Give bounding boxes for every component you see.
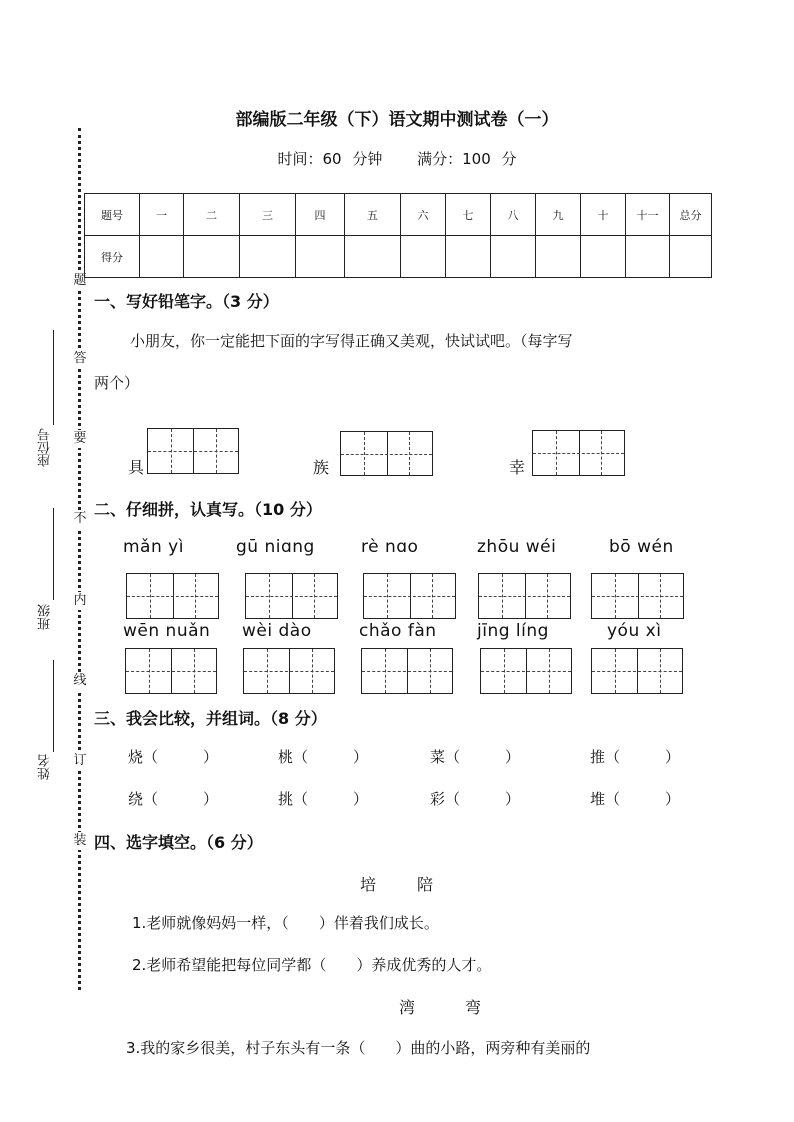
char-option: 培 (360, 875, 377, 894)
table-header-cell: 九 (536, 194, 581, 236)
score-cell[interactable] (184, 236, 240, 278)
score-table-score-row (85, 236, 712, 278)
practice-char: 幸 (509, 458, 526, 477)
binding-char: 线 (73, 673, 87, 688)
word-blank[interactable]: 桃（ ） (278, 748, 369, 766)
writing-grid[interactable] (243, 648, 335, 694)
word-blank[interactable]: 烧（ ） (128, 748, 219, 766)
writing-grid[interactable] (245, 573, 338, 619)
score-cell[interactable] (670, 236, 712, 278)
section-1-instruction-cont: 两个） (94, 374, 140, 392)
page-title: 部编版二年级（下）语文期中测试卷（一） (235, 110, 559, 130)
section-2-heading: 二、仔细拼，认真写。（10 分） (94, 500, 322, 519)
writing-grid[interactable] (125, 648, 217, 694)
exam-meta (0, 148, 794, 169)
class-label: 班级 (38, 604, 53, 630)
section-4-heading: 四、选字填空。（6 分） (94, 833, 263, 852)
writing-grid[interactable] (363, 573, 456, 619)
table-header-cell: 七 (446, 194, 491, 236)
score-cell[interactable] (491, 236, 536, 278)
pinyin-label: gū niɑng (236, 537, 315, 557)
pinyin-label: mǎn yì (123, 537, 184, 557)
pinyin-label: jīng líng (477, 621, 549, 641)
writing-grid[interactable] (478, 573, 571, 619)
table-header-cell: 十 (581, 194, 626, 236)
table-header-cell: 十一 (626, 194, 670, 236)
name-line (53, 660, 54, 752)
pinyin-label: wèi dào (242, 621, 312, 641)
word-blank[interactable]: 挑（ ） (278, 790, 369, 808)
practice-char: 族 (313, 458, 330, 477)
fill-question-3: 3.我的家乡很美，村子东头有一条（ ）曲的小路，两旁种有美丽的 (126, 1039, 591, 1057)
binding-dotted-line (78, 128, 81, 990)
section-1-heading: 一、写好铅笔字。（3 分） (94, 292, 279, 311)
section-1-instruction: 小朋友，你一定能把下面的字写得正确又美观，快试试吧。（每字写 (130, 332, 573, 350)
fill-question-1: 1.老师就像妈妈一样，（ ）伴着我们成长。 (132, 914, 439, 932)
score-table-header-row (85, 194, 712, 236)
section-3-heading: 三、我会比较，并组词。（8 分） (94, 709, 327, 728)
word-blank[interactable]: 彩（ ） (430, 790, 521, 808)
name-label: 姓名 (38, 754, 53, 780)
binding-char: 内 (73, 593, 87, 608)
table-header-cell: 题号 (85, 194, 140, 236)
writing-grid[interactable] (126, 573, 219, 619)
table-header-cell: 五 (345, 194, 401, 236)
writing-grid[interactable] (591, 648, 683, 694)
word-blank[interactable]: 堆（ ） (590, 790, 681, 808)
writing-grid[interactable] (147, 428, 239, 474)
pinyin-label: wēn nuǎn (123, 621, 211, 641)
writing-grid[interactable] (361, 648, 453, 694)
writing-grid[interactable] (480, 648, 572, 694)
binding-char: 答 (73, 351, 87, 366)
binding-char: 订 (73, 753, 87, 768)
char-option: 弯 (465, 998, 482, 1017)
table-header-cell: 总分 (670, 194, 712, 236)
word-blank[interactable]: 菜（ ） (430, 748, 521, 766)
word-blank[interactable]: 推（ ） (590, 748, 681, 766)
binding-char: 装 (73, 833, 87, 848)
binding-char: 题 (73, 273, 87, 288)
score-cell[interactable] (240, 236, 296, 278)
writing-grid[interactable] (532, 430, 625, 476)
table-header-cell: 六 (401, 194, 446, 236)
writing-grid[interactable] (591, 573, 684, 619)
score-cell[interactable] (345, 236, 401, 278)
pinyin-label: rè nɑo (361, 537, 419, 557)
seat-number-label: 座位号 (38, 428, 53, 467)
char-option: 湾 (399, 998, 416, 1017)
score-table (84, 193, 712, 278)
word-blank[interactable]: 绕（ ） (128, 790, 219, 808)
class-line (53, 508, 54, 600)
table-header-cell: 四 (296, 194, 345, 236)
score-cell[interactable] (401, 236, 446, 278)
table-header-cell: 二 (184, 194, 240, 236)
score-cell[interactable] (626, 236, 670, 278)
score-cell[interactable] (581, 236, 626, 278)
table-header-cell: 三 (240, 194, 296, 236)
pinyin-label: chǎo fàn (359, 621, 437, 641)
binding-char: 不 (73, 511, 87, 526)
score-row-label: 得分 (85, 236, 140, 278)
binding-char: 要 (73, 431, 87, 446)
score-cell[interactable] (446, 236, 491, 278)
table-header-cell: 八 (491, 194, 536, 236)
time-limit: 时间：60 分钟 (277, 150, 383, 168)
fill-question-2: 2.老师希望能把每位同学都（ ）养成优秀的人才。 (132, 956, 492, 974)
pinyin-label: yóu xì (607, 621, 662, 641)
seat-number-line (53, 330, 54, 425)
char-option: 陪 (417, 875, 434, 894)
practice-char: 具 (128, 458, 145, 477)
score-cell[interactable] (536, 236, 581, 278)
full-score: 满分：100 分 (417, 150, 517, 168)
pinyin-label: zhōu wéi (477, 537, 557, 557)
pinyin-label: bō wén (609, 537, 674, 557)
score-cell[interactable] (140, 236, 184, 278)
table-header-cell: 一 (140, 194, 184, 236)
writing-grid[interactable] (340, 431, 433, 476)
score-cell[interactable] (296, 236, 345, 278)
